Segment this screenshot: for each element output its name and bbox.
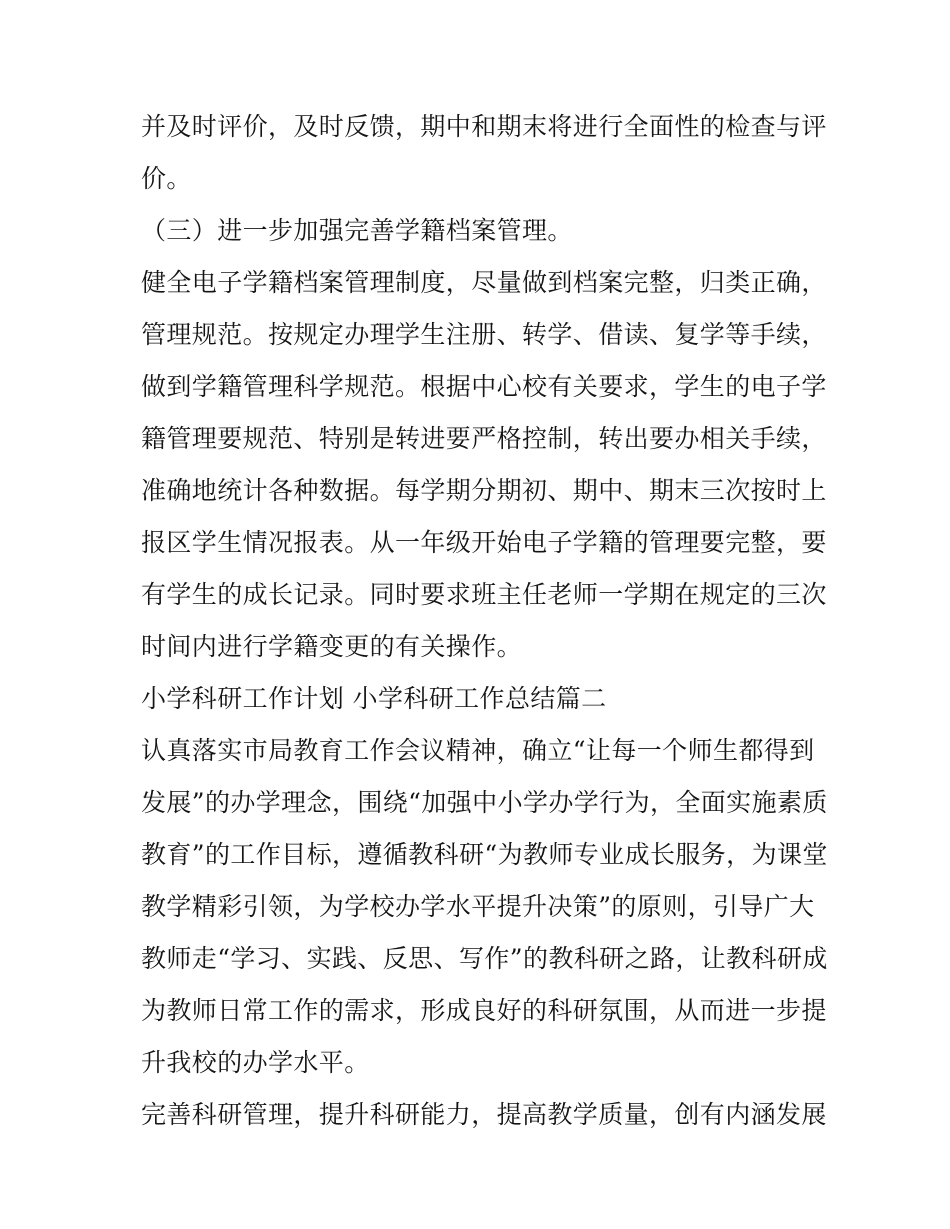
text-line: 有学生的成长记录。同时要求班主任老师一学期在规定的三次 [141,580,827,609]
text-line: 时间内进行学籍变更的有关操作。 [141,632,523,661]
text-line: 为教师日常工作的需求，形成良好的科研氛围，从而进一步提 [141,996,827,1025]
text-line: 教学精彩引领，为学校办学水平提升决策”的原则，引导广大 [141,892,815,921]
text-line: 认真落实市局教育工作会议精神，确立“让每一个师生都得到 [141,736,815,765]
text-line: 价。 [141,164,192,193]
text-line: 教师走“学习、实践、反思、写作”的教科研之路，让教科研成 [141,944,828,973]
text-line: 做到学籍管理科学规范。根据中心校有关要求，学生的电子学 [141,372,827,401]
text-line: 报区学生情况报表。从一年级开始电子学籍的管理要完整，要 [141,528,827,557]
text-line: 教育”的工作目标，遵循教科研“为教师专业成长服务，为课堂 [141,840,828,869]
text-line: 升我校的办学水平。 [141,1048,370,1077]
section-title: 小学科研工作计划 小学科研工作总结篇二 [141,684,607,713]
text-line: 准确地统计各种数据。每学期分期初、期中、期末三次按时上 [141,476,827,505]
text-line: 管理规范。按规定办理学生注册、转学、借读、复学等手续， [141,320,827,349]
section-heading: （三）进一步加强完善学籍档案管理。 [141,216,573,245]
text-line: 并及时评价，及时反馈，期中和期末将进行全面性的检查与评 [141,112,827,141]
text-line: 发展”的办学理念，围绕“加强中小学办学行为，全面实施素质 [141,788,828,817]
text-line: 健全电子学籍档案管理制度，尽量做到档案完整，归类正确， [141,268,827,297]
text-line: 完善科研管理，提升科研能力，提高教学质量，创有内涵发展 [141,1100,827,1129]
text-line: 籍管理要规范、特别是转进要严格控制，转出要办相关手续， [141,424,827,453]
